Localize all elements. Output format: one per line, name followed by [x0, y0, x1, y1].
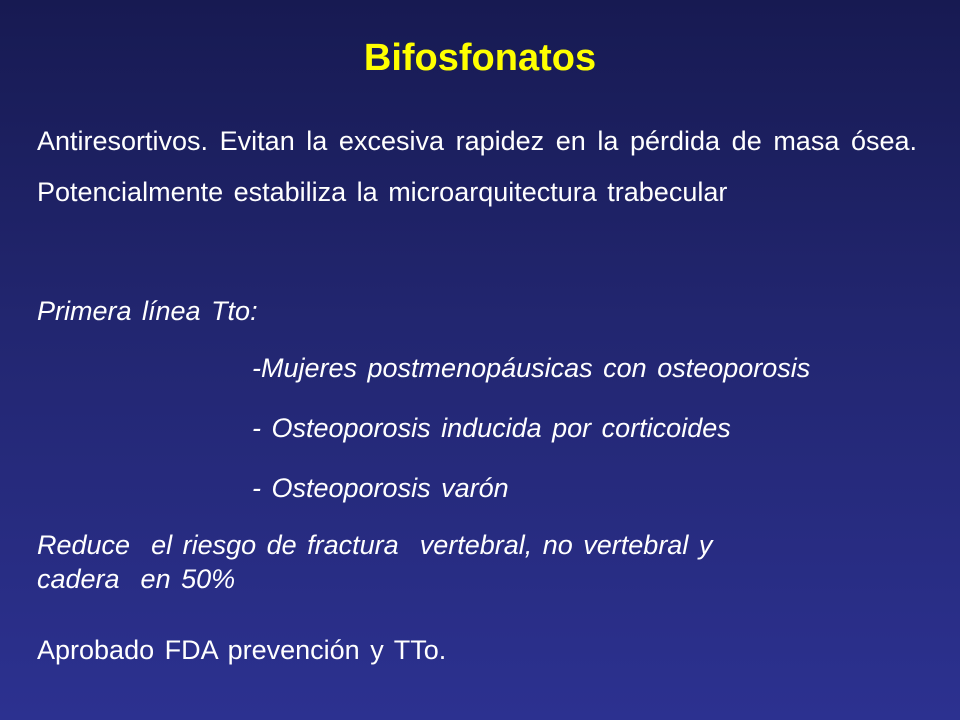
fracture-reduction-text	[37, 528, 917, 596]
first-line-heading: Primera línea Tto:	[37, 296, 258, 326]
fda-approval-text: Aprobado FDA prevención y TTo.	[37, 635, 447, 665]
slide-title: Bifosfonatos	[363, 37, 597, 79]
indication-item: - Osteoporosis inducida por corticoides	[252, 413, 731, 443]
intro-paragraph: Antiresortivos. Evitan la excesiva rapidez en la pérdida de masa ósea. Potencialmente estabiliza la microarquitectura trabecular	[37, 126, 917, 207]
fracture-reduction-line-2: cadera en 50%	[37, 564, 236, 594]
indication-item: -Mujeres postmenopáusicas con osteoporosis	[252, 353, 811, 383]
fracture-reduction-line-1: Reduce el riesgo de fractura vertebral, no vertebral y	[37, 530, 713, 560]
indication-item: - Osteoporosis varón	[252, 473, 509, 503]
